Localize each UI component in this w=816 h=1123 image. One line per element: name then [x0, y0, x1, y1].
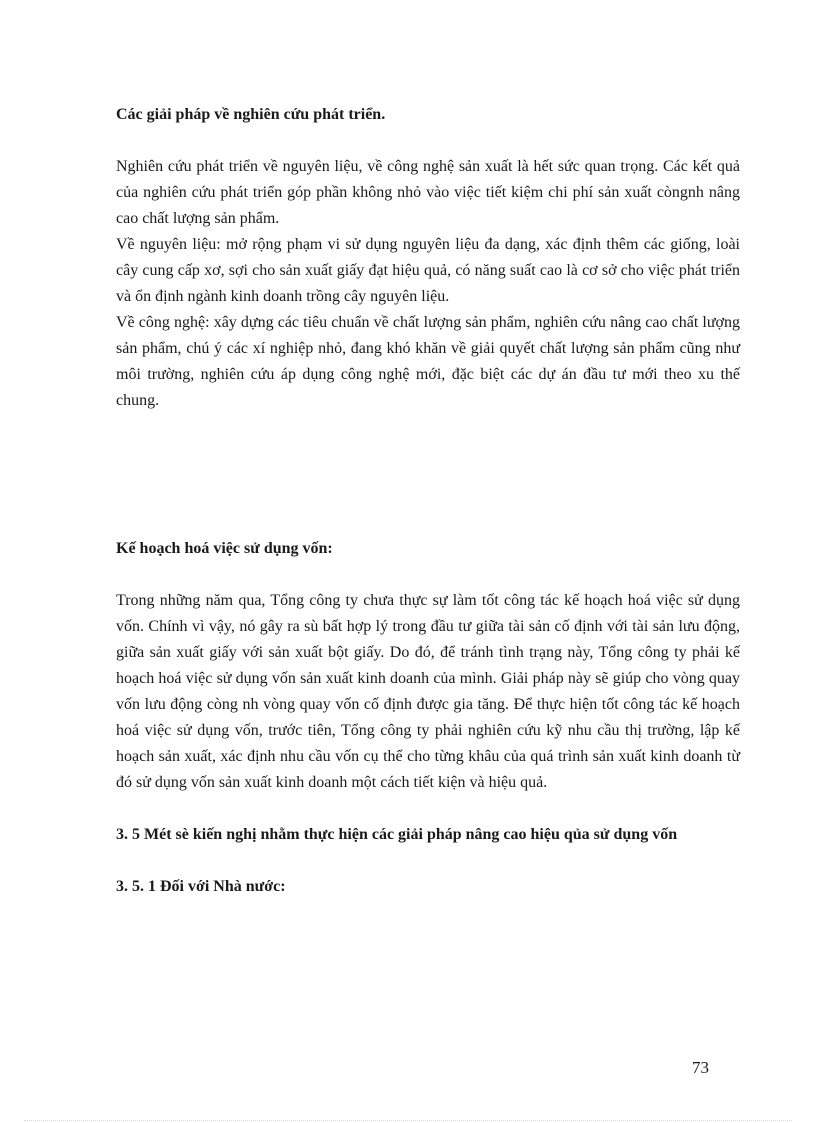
page-bottom-divider: [24, 1120, 792, 1121]
section-heading-capital-planning: Kế hoạch hoá việc sử dụng vốn:: [116, 540, 333, 557]
paragraph-materials: Về nguyên liệu: mở rộng phạm vi sử dụng nguyên liệu đa dạng, xác định thêm các giống, loài cây cung cấp xơ, sợi cho sản xuất giấy đạt hiệu quả, có năng suất cao là cơ sở cho việc phát triển và ổn định ngành kinh doanh trồng cây nguyên liệu.: [116, 236, 740, 305]
section-heading-state: 3. 5. 1 Đối với Nhà nước:: [116, 878, 286, 895]
section-heading-research: Các giải pháp về nghiên cứu phát triển.: [116, 106, 386, 123]
section-heading-recommendations: 3. 5 Mét sè kiến nghị nhằm thực hiện các giải pháp nâng cao hiệu qủa sử dụng vốn: [116, 826, 678, 843]
page-number: 73: [692, 1058, 709, 1077]
paragraph-technology: Về công nghệ: xây dựng các tiêu chuẩn về chất lượng sản phẩm, nghiên cứu nâng cao chất lượng sản phẩm, chú ý các xí nghiệp nhỏ, đang khó khăn về giải quyết chất lượng sản phẩm cũng như môi trường, nghiên cứu áp dụng công nghệ mới, đặc biệt các dự án đầu tư mới theo xu thế chung.: [116, 314, 740, 409]
page-content: [116, 98, 740, 900]
paragraph-capital-planning: Trong những năm qua, Tổng công ty chưa thực sự làm tốt công tác kế hoạch hoá việc sử dụng vốn. Chính vì vậy, nó gây ra sù bất hợp lý trong đầu tư giữa tài sản cố định với tài sản lưu động, giữa sản xuất giấy với sản xuất bột giấy. Do đó, để tránh tình trạng này, Tổng công ty phải kế hoạch hoá việc sử dụng vốn sản xuất kinh doanh của mình. Giải pháp này sẽ giúp cho vòng quay vốn lưu động còng nh vòng quay vốn cố định được gia tăng. Để thực hiện tốt công tác kế hoạch hoá việc sử dụng vốn, trước tiên, Tổng công ty phải nghiên cứu kỹ nhu cầu thị trường, lập kế hoạch sản xuất, xác định nhu cầu vốn cụ thể cho từng khâu của quá trình sản xuất kinh doanh từ đó sử dụng vốn sản xuất kinh doanh một cách tiết kiện và hiệu quả.: [116, 592, 740, 791]
paragraph-research-intro: Nghiên cứu phát triển về nguyên liệu, về công nghệ sản xuất là hết sức quan trọng. Các kết quả của nghiên cứu phát triển góp phần không nhỏ vào việc tiết kiệm chi phí sản xuất còngnh nâng cao chất lượng sản phẩm.: [116, 158, 740, 227]
